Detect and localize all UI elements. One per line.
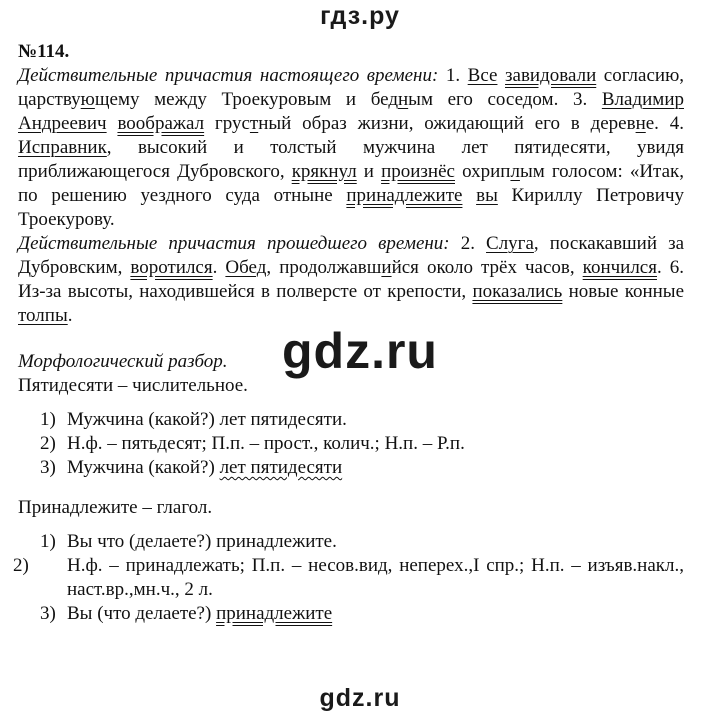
subject-vladimir: Владимир Андреевич <box>18 89 684 134</box>
text: грус <box>204 113 250 134</box>
predicate-voobrazhal: воображал <box>117 113 205 134</box>
text: йся около трёх часов, <box>391 257 583 278</box>
text: Кириллу Петровичу Троекурову. <box>18 185 685 230</box>
morph-word2: Принадлежите – глагол. <box>18 497 213 518</box>
marked-letter: н <box>635 113 646 134</box>
item-number: 2) <box>40 433 56 454</box>
text: и <box>356 161 382 182</box>
predicate-pokazalis: показались <box>472 281 563 302</box>
subject-tolpy: толпы <box>18 305 68 326</box>
text: , продолжавш <box>266 257 382 278</box>
marked-letter: ю <box>80 89 95 110</box>
text <box>107 113 118 134</box>
predicate-underlined: принадлежите <box>216 603 333 624</box>
item-text: Н.ф. – пятьдесят; П.п. – прост., колич.; Н.п. – Р.п. <box>67 433 465 454</box>
subject-vy: вы <box>476 185 498 206</box>
text: , поскакавший за Дубровским, <box>18 233 685 278</box>
morph-word2-list <box>13 530 684 626</box>
predicate-proiznes: произнёс <box>381 161 455 182</box>
text: царству <box>18 89 81 110</box>
text: ым его соседом. 3. <box>408 89 602 110</box>
list-item <box>40 408 684 432</box>
text: . <box>212 257 226 278</box>
text: , высокий и толстый мужчина лет пятидесяти, увидя приближающегося Дубровского, <box>18 137 684 182</box>
predicate-kryaknul: крякнул <box>291 161 357 182</box>
text: между Троекуровым и бед <box>139 89 398 110</box>
present-participles-label: Действительные причастия настоящего времени: <box>18 65 439 86</box>
text: . <box>67 305 73 326</box>
morph-word1: Пятидесяти – числительное. <box>18 375 248 396</box>
text: щему <box>94 89 140 110</box>
item-number: 1) <box>40 409 56 430</box>
item-text: Мужчина (какой?) лет пятидесяти. <box>67 409 347 430</box>
text: согласию, <box>596 65 685 86</box>
item-number: 1) <box>40 531 56 552</box>
list-item <box>40 530 684 554</box>
morph-heading: Морфологический разбор. <box>18 351 228 372</box>
morph-word1-list <box>18 408 684 480</box>
list-item <box>40 432 684 456</box>
item-number: 3) <box>40 603 56 624</box>
text: охрип <box>454 161 511 182</box>
watermark-top: гдз.ру <box>320 2 400 30</box>
watermark-bottom: gdz.ru <box>319 684 401 712</box>
attribute-underlined: лет пятидесяти <box>219 457 343 478</box>
item-number: 3) <box>40 457 56 478</box>
past-participles-label: Действительные причастия прошедшего времени: <box>18 233 450 254</box>
marked-letter: л <box>510 161 520 182</box>
item-number: 2) <box>13 555 29 576</box>
exercise-number: №114. <box>18 41 70 62</box>
watermark-middle: gdz.ru <box>282 323 438 379</box>
marked-letter: н <box>398 89 409 110</box>
text <box>497 65 505 86</box>
predicate-zavidovali: завидовали <box>505 65 597 86</box>
subject-vse: Все <box>467 65 498 86</box>
item-text: Мужчина (какой?) <box>67 457 220 478</box>
marked-letter: и <box>381 257 392 278</box>
past-participles-paragraph <box>18 232 684 328</box>
predicate-vorotilsya: воротился <box>130 257 213 278</box>
present-participles-paragraph <box>18 64 684 232</box>
text: 1. <box>438 65 468 86</box>
text: новые конные <box>562 281 684 302</box>
list-item <box>40 456 684 480</box>
marked-letter: т <box>249 113 259 134</box>
predicate-konchilsya: кончился <box>582 257 657 278</box>
predicate-prinadlezhite: принадлежите <box>346 185 463 206</box>
text: е. 4. <box>645 113 685 134</box>
list-item <box>40 602 684 626</box>
item-text: Вы что (делаете?) принадлежите. <box>67 531 337 552</box>
text: . 6. Из-за высоты, находившейся в полверсте от крепости, <box>18 257 685 302</box>
text <box>462 185 476 206</box>
text: ым голосом: «Итак, по решению уездного суда отныне <box>18 161 685 206</box>
text: 2. <box>449 233 487 254</box>
text: ный образ жизни, ожидающий его в дерев <box>258 113 636 134</box>
list-item <box>13 554 684 602</box>
item-text: Вы (что делаете?) <box>67 603 217 624</box>
subject-ispravnik: Исправник <box>18 137 107 158</box>
subject-sluga: Слуга <box>486 233 534 254</box>
subject-obed: Обед <box>225 257 267 278</box>
item-text: Н.ф. – принадлежать; П.п. – несов.вид, неперех.,I спр.; Н.п. – изъяв.накл., наст.вр.,мн.ч., 2 л. <box>67 555 684 600</box>
